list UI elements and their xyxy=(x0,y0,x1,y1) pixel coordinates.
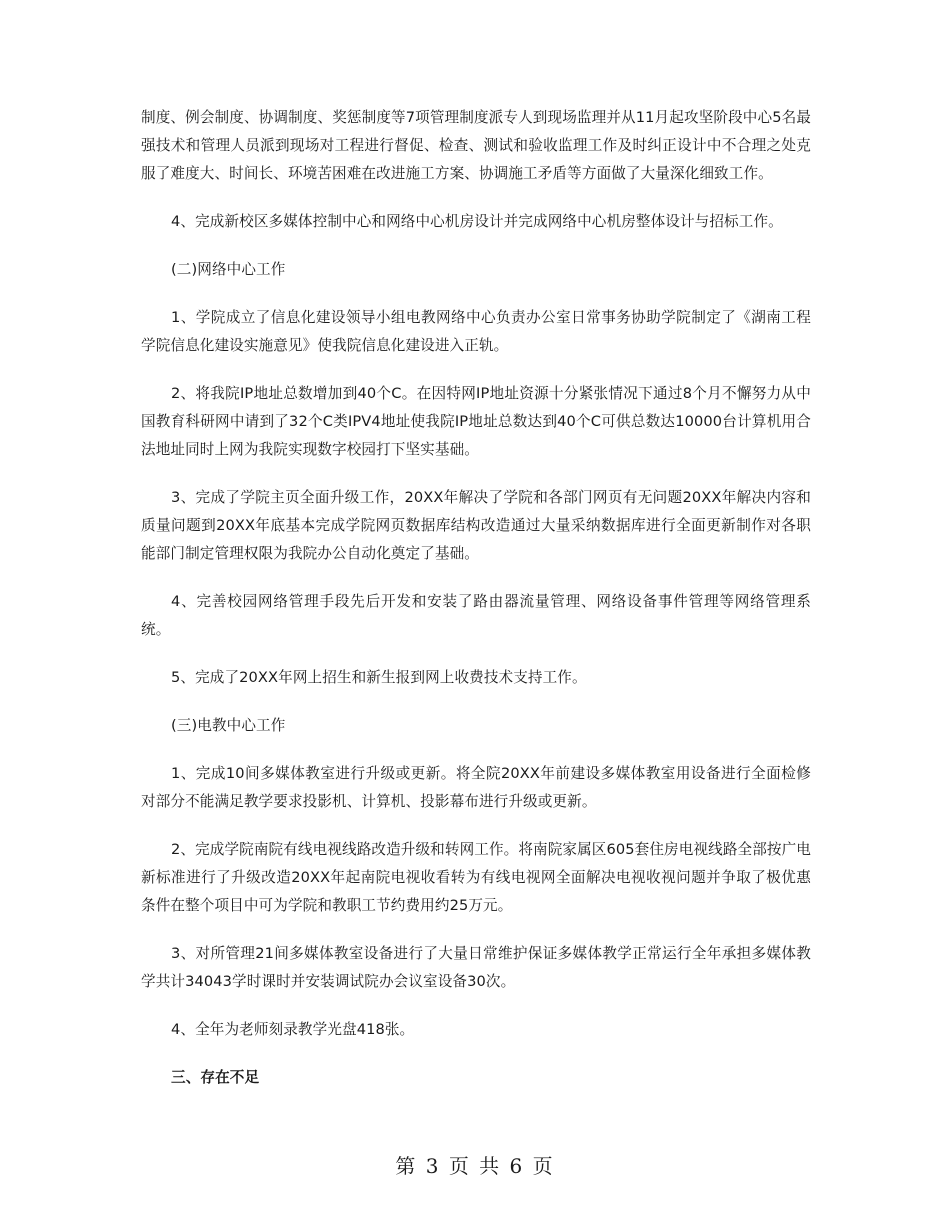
paragraph: 5、完成了20XX年网上招生和新生报到网上收费技术支持工作。 xyxy=(171,669,587,686)
paragraph: 3、对所管理21间多媒体教室设备进行了大量日常维护保证多媒体教学正常运行全年承担多媒体教学共计34043学时课时并安装调试院办会议室设备30次。 xyxy=(141,945,811,990)
section-heading: (二)网络中心工作 xyxy=(171,261,286,278)
document-body xyxy=(141,104,811,1112)
chapter-heading: 三、存在不足 xyxy=(171,1069,260,1086)
paragraph: 2、完成学院南院有线电视线路改造升级和转网工作。将南院家属区605套住房电视线路全部按广电新标准进行了升级改造20XX年起南院电视收看转为有线电视网全面解决电视收视问题并争取了极优惠条件在整个项目中可为学院和教职工节约费用约25万元。 xyxy=(141,841,811,914)
page-number-footer: 第 3 页 共 6 页 xyxy=(395,1154,555,1178)
section-heading: (三)电教中心工作 xyxy=(171,717,286,734)
paragraph: 制度、例会制度、协调制度、奖惩制度等7项管理制度派专人到现场监理并从11月起攻坚阶段中心5名最强技术和管理人员派到现场对工程进行督促、检查、测试和验收监理工作及时纠正设计中不合理之处克服了难度大、时间长、环境苦困难在改进施工方案、协调施工矛盾等方面做了大量深化细致工作。 xyxy=(141,109,811,182)
paragraph: 4、完成新校区多媒体控制中心和网络中心机房设计并完成网络中心机房整体设计与招标工作。 xyxy=(171,213,783,230)
paragraph: 4、完善校园网络管理手段先后开发和安装了路由器流量管理、网络设备事件管理等网络管理系统。 xyxy=(141,593,811,638)
paragraph: 2、将我院IP地址总数增加到40个C。在因特网IP地址资源十分紧张情况下通过8个月不懈努力从中国教育科研网中请到了32个C类IPV4地址使我院IP地址总数达到40个C可供总数达10000台计算机用合法地址同时上网为我院实现数字校园打下坚实基础。 xyxy=(141,385,811,458)
paragraph: 1、学院成立了信息化建设领导小组电教网络中心负责办公室日常事务协助学院制定了《湖南工程学院信息化建设实施意见》使我院信息化建设进入正轨。 xyxy=(141,309,811,354)
paragraph: 3、完成了学院主页全面升级工作，20XX年解决了学院和各部门网页有无问题20XX年解决内容和质量问题到20XX年底基本完成学院网页数据库结构改造通过大量采纳数据库进行全面更新制作对各职能部门制定管理权限为我院办公自动化奠定了基础。 xyxy=(141,489,811,562)
paragraph: 1、完成10间多媒体教室进行升级或更新。将全院20XX年前建设多媒体教室用设备进行全面检修对部分不能满足教学要求投影机、计算机、投影幕布进行升级或更新。 xyxy=(141,765,811,810)
paragraph: 4、全年为老师刻录教学光盘418张。 xyxy=(171,1021,415,1038)
